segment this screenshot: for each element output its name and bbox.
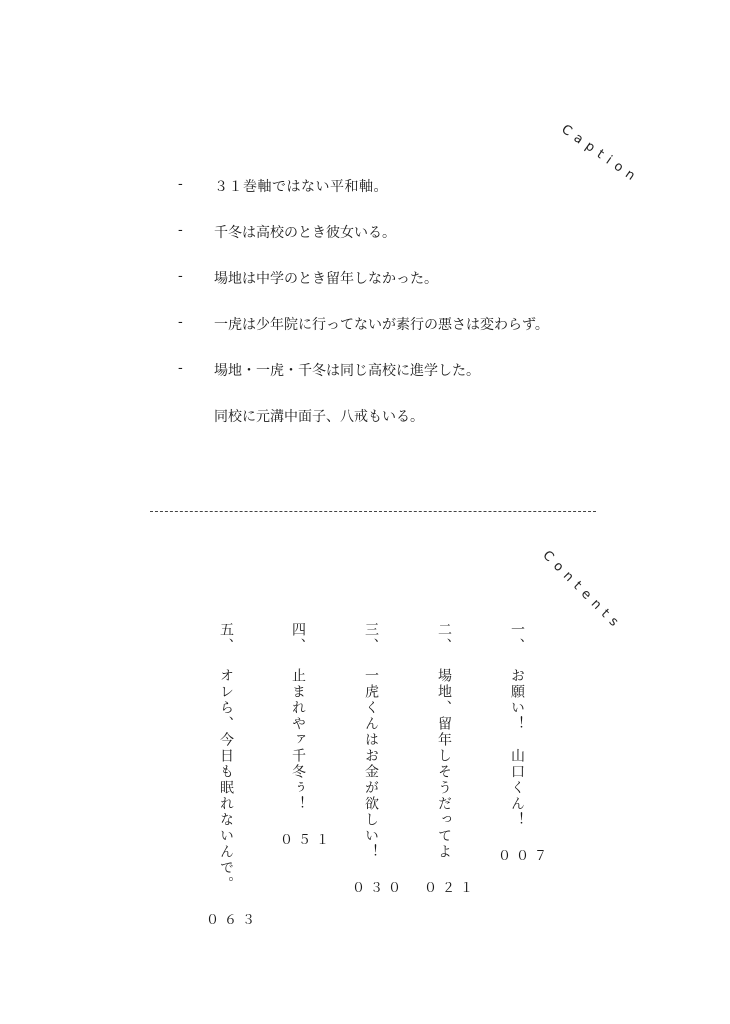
toc-chapter-3 bbox=[364, 622, 378, 860]
chapter-number: 一、 bbox=[509, 622, 525, 654]
caption-bullet: - bbox=[178, 176, 183, 192]
toc-page-number: ００７ bbox=[498, 849, 553, 864]
caption-item-text: 場地・一虎・千冬は同じ高校に進学した。 bbox=[214, 363, 480, 379]
toc-page-number: ０２１ bbox=[424, 881, 479, 896]
chapter-title: 止まれやァ千冬ぅ！ bbox=[290, 668, 306, 812]
caption-item-text: ３１巻軸ではない平和軸。 bbox=[214, 179, 388, 195]
caption-heading: Caption bbox=[558, 122, 643, 188]
toc-page-number: ０６３ bbox=[206, 913, 261, 928]
toc-chapter-4 bbox=[291, 622, 305, 812]
caption-bullet: - bbox=[178, 360, 183, 376]
caption-bullet: - bbox=[178, 268, 183, 284]
toc-chapter-1 bbox=[510, 622, 524, 828]
chapter-number: 二、 bbox=[436, 622, 452, 654]
toc-chapter-5 bbox=[219, 622, 233, 892]
chapter-title: お願い！ 山口くん！ bbox=[509, 668, 525, 828]
chapter-title: 場地、留年しそうだってよ bbox=[436, 668, 452, 860]
caption-bullet: - bbox=[178, 222, 183, 238]
chapter-number: 四、 bbox=[290, 622, 306, 654]
toc-page-number: ０５１ bbox=[280, 833, 335, 848]
toc-page-number: ０３０ bbox=[352, 881, 407, 896]
section-divider bbox=[150, 511, 596, 512]
toc-chapter-2 bbox=[437, 622, 451, 860]
chapter-title: 一虎くんはお金が欲しい！ bbox=[363, 668, 379, 860]
caption-item-text: 一虎は少年院に行ってないが素行の悪さは変わらず。 bbox=[214, 317, 549, 333]
caption-bullet: - bbox=[178, 314, 183, 330]
chapter-title: オレら、今日も眠れないんで。 bbox=[218, 668, 234, 892]
caption-item-text: 同校に元溝中面子、八戒もいる。 bbox=[214, 409, 424, 425]
contents-heading: Contents bbox=[539, 548, 626, 634]
caption-item-text: 場地は中学のとき留年しなかった。 bbox=[214, 271, 438, 287]
chapter-number: 三、 bbox=[363, 622, 379, 654]
caption-item-text: 千冬は高校のとき彼女いる。 bbox=[214, 225, 396, 241]
chapter-number: 五、 bbox=[218, 622, 234, 654]
